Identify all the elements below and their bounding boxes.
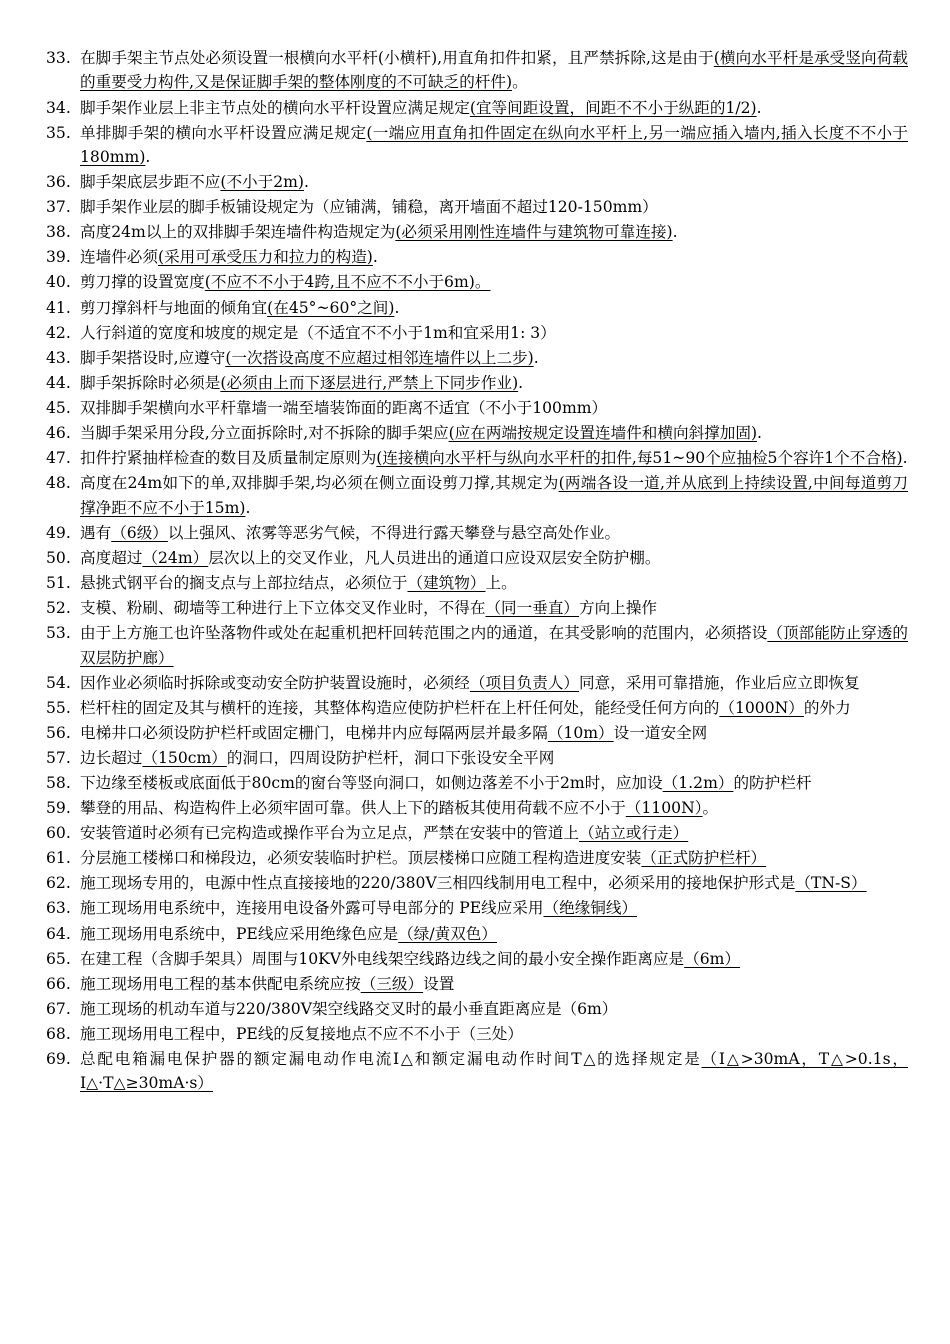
answer-text: （24m） bbox=[142, 548, 209, 567]
question-stem: 当脚手架采用分段,分立面拆除时,对不拆除的脚手架应 bbox=[80, 424, 449, 443]
answer-text: （10m） bbox=[547, 723, 614, 742]
question-text bbox=[80, 195, 908, 219]
answer-text: （I△>30mA，T△>0.1s，I△·T△≥30mA·s） bbox=[80, 1050, 908, 1093]
question-stem: 攀登的用品、构造构件上必须牢固可靠。供人上下的踏板其使用荷载不应不小于 bbox=[80, 799, 626, 818]
question-item bbox=[46, 896, 908, 920]
question-stem: 施工现场专用的，电源中性点直接接地的220/380V三相四线制用电工程中，必须采用的接地保护形式是 bbox=[80, 874, 796, 893]
question-item bbox=[46, 296, 908, 320]
question-item bbox=[46, 46, 908, 95]
question-item bbox=[46, 621, 908, 670]
question-number: 34. bbox=[46, 98, 71, 117]
question-item bbox=[46, 220, 908, 244]
question-number: 69. bbox=[46, 1050, 71, 1068]
question-number: 39. bbox=[46, 248, 71, 267]
question-item bbox=[46, 596, 908, 620]
question-stem: 施工现场用电系统中，连接用电设备外露可导电部分的 PE线应采用 bbox=[80, 899, 544, 918]
question-text bbox=[80, 396, 908, 420]
question-item bbox=[46, 245, 908, 269]
question-text bbox=[80, 571, 908, 595]
answer-text: (连接横向水平杆与纵向水平杆的扣件,每51~90个应抽检5个容许1个不合格) bbox=[376, 449, 903, 468]
question-stem: 高度24m以上的双排脚手架连墙件构造规定为 bbox=[80, 223, 396, 242]
answer-text: （1.2m） bbox=[662, 773, 734, 792]
question-item bbox=[46, 671, 908, 695]
answer-text: （绝缘铜线） bbox=[543, 899, 638, 918]
answer-text: （同一垂直） bbox=[485, 599, 580, 617]
question-tail: 的洞口，四周设防护栏杆，洞口下张设安全平网 bbox=[226, 748, 555, 767]
question-text bbox=[80, 972, 908, 996]
question-text bbox=[80, 1047, 908, 1096]
question-number: 41. bbox=[46, 298, 71, 317]
answer-text: (必须由上而下逐层进行,严禁上下同步作业) bbox=[220, 373, 519, 392]
question-number: 56. bbox=[46, 723, 71, 742]
question-tail: 的外力 bbox=[803, 698, 851, 717]
question-number: 33. bbox=[46, 49, 71, 67]
question-tail: . bbox=[372, 248, 378, 267]
question-text bbox=[80, 245, 908, 269]
question-stem: 悬挑式钢平台的搁支点与上部拉结点，必须位于 bbox=[80, 573, 408, 592]
answer-text: （6级） bbox=[111, 523, 168, 542]
question-number: 44. bbox=[46, 373, 71, 392]
answer-text: (采用可承受压力和拉力的构造) bbox=[157, 248, 373, 267]
question-number: 58. bbox=[46, 773, 71, 792]
question-text bbox=[80, 220, 908, 244]
question-stem: 人行斜道的宽度和坡度的规定是（不适宜不不小于1m和宜采用1: 3） bbox=[80, 323, 556, 342]
question-tail: 同意，采用可靠措施，作业后应立即恢复 bbox=[579, 673, 860, 692]
answer-text: （1000N） bbox=[719, 698, 804, 717]
question-text bbox=[80, 771, 908, 795]
question-stem: 双排脚手架横向水平杆靠墙一端至墙装饰面的距离不适宜（不小于100mm） bbox=[80, 398, 608, 417]
question-number: 61. bbox=[46, 849, 71, 868]
question-number: 35. bbox=[46, 123, 71, 142]
document-body bbox=[46, 46, 908, 1097]
question-number: 38. bbox=[46, 223, 71, 242]
question-number: 53. bbox=[46, 624, 71, 643]
question-stem: 分层施工楼梯口和梯段边，必须安装临时护栏。顶层楼梯口应随工程构造进度安装 bbox=[80, 849, 642, 868]
question-tail: 方向上操作 bbox=[579, 599, 658, 617]
question-text bbox=[80, 746, 908, 770]
question-item bbox=[46, 421, 908, 445]
question-stem: 连墙件必须 bbox=[80, 248, 158, 267]
question-text bbox=[80, 170, 908, 194]
answer-text: （顶部能防止穿透的双层防护廊） bbox=[80, 624, 908, 667]
question-stem: 脚手架搭设时,应遵守 bbox=[80, 348, 226, 367]
question-text bbox=[80, 896, 908, 920]
answer-text: (应在两端按规定设置连墙件和横向斜撑加固) bbox=[448, 424, 758, 443]
question-stem: 脚手架作业层上非主节点处的横向水平杆设置应满足规定 bbox=[80, 98, 470, 117]
question-stem: 边长超过 bbox=[80, 748, 143, 767]
question-tail: . bbox=[145, 148, 151, 166]
question-stem: 单排脚手架的横向水平杆设置应满足规定 bbox=[80, 123, 367, 142]
question-stem: 安装管道时必须有已完构造或操作平台为立足点，严禁在安装中的管道上 bbox=[80, 824, 580, 843]
question-tail: . bbox=[245, 498, 251, 517]
question-text bbox=[80, 296, 908, 320]
question-text bbox=[80, 346, 908, 370]
answer-text: (一次搭设高度不应超过相邻连墙件以上二步) bbox=[225, 348, 534, 367]
question-item bbox=[46, 96, 908, 120]
question-number: 43. bbox=[46, 348, 71, 367]
question-item bbox=[46, 571, 908, 595]
question-stem: 遇有 bbox=[80, 523, 112, 542]
question-number: 63. bbox=[46, 899, 71, 918]
question-stem: 施工现场用电工程中，PE线的反复接地点不应不不小于（三处） bbox=[80, 1024, 523, 1043]
question-number: 60. bbox=[46, 824, 71, 843]
question-text bbox=[80, 922, 908, 946]
question-text bbox=[80, 821, 908, 845]
question-item bbox=[46, 846, 908, 870]
question-text bbox=[80, 721, 908, 745]
question-number: 51. bbox=[46, 573, 71, 592]
question-item bbox=[46, 170, 908, 194]
question-item bbox=[46, 997, 908, 1021]
answer-text: （建筑物） bbox=[407, 573, 486, 592]
question-tail: 。 bbox=[512, 73, 528, 92]
question-number: 48. bbox=[46, 474, 71, 493]
question-item bbox=[46, 446, 908, 470]
question-stem: 高度在24m如下的单,双排脚手架,均必须在侧立面设剪刀撑,其规定为 bbox=[80, 474, 559, 493]
question-tail: . bbox=[756, 98, 762, 117]
question-number: 59. bbox=[46, 799, 71, 818]
answer-text: (宜等间距设置，间距不不小于纵距的1/2) bbox=[469, 98, 757, 117]
question-text bbox=[80, 997, 908, 1021]
question-item bbox=[46, 871, 908, 895]
question-text bbox=[80, 596, 908, 620]
question-stem: 剪刀撑斜杆与地面的倾角宜 bbox=[80, 298, 268, 317]
answer-text: (不小于2m) bbox=[220, 173, 305, 192]
question-number: 64. bbox=[46, 924, 71, 943]
question-text bbox=[80, 671, 908, 695]
answer-text: （150cm） bbox=[142, 748, 227, 767]
answer-text: (两端各设一道,并从底到上持续设置,中间每道剪刀撑净距不应不小于15m) bbox=[80, 474, 909, 517]
question-tail: 以上强风、浓雾等恶劣气候，不得进行露天攀登与悬空高处作业。 bbox=[167, 523, 621, 542]
question-item bbox=[46, 371, 908, 395]
question-tail: 上。 bbox=[485, 573, 517, 592]
question-text bbox=[80, 696, 908, 720]
question-stem: 剪刀撑的设置宽度 bbox=[80, 273, 205, 292]
answer-text: （站立或行走） bbox=[579, 824, 689, 843]
answer-text: (必须采用刚性连墙件与建筑物可靠连接) bbox=[395, 223, 673, 242]
question-text bbox=[80, 371, 908, 395]
question-item bbox=[46, 121, 908, 170]
question-item bbox=[46, 1022, 908, 1046]
question-item bbox=[46, 521, 908, 545]
question-number: 57. bbox=[46, 748, 71, 767]
question-text bbox=[80, 546, 908, 570]
question-item bbox=[46, 821, 908, 845]
answer-text: (在45°~60°之间) bbox=[267, 298, 395, 317]
question-number: 67. bbox=[46, 999, 71, 1018]
question-stem: 因作业必须临时拆除或变动安全防护装置设施时，必须经 bbox=[80, 673, 470, 692]
question-item bbox=[46, 972, 908, 996]
question-item bbox=[46, 270, 908, 294]
question-text bbox=[80, 796, 908, 820]
question-text bbox=[80, 46, 908, 95]
question-number: 52. bbox=[46, 599, 71, 617]
question-item bbox=[46, 696, 908, 720]
question-number: 42. bbox=[46, 323, 71, 342]
question-number: 47. bbox=[46, 449, 71, 468]
question-text bbox=[80, 421, 908, 445]
question-tail: . bbox=[304, 173, 309, 192]
question-stem: 脚手架拆除时必须是 bbox=[80, 373, 221, 392]
answer-text: （TN-S） bbox=[795, 874, 867, 893]
question-tail: . bbox=[902, 449, 908, 468]
question-item bbox=[46, 771, 908, 795]
question-stem: 施工现场用电工程的基本供配电系统应按 bbox=[80, 974, 361, 993]
question-stem: 支模、粉刷、砌墙等工种进行上下立体交叉作业时，不得在 bbox=[80, 599, 486, 617]
question-item bbox=[46, 346, 908, 370]
question-stem: 栏杆柱的固定及其与横杆的连接，其整体构造应使防护栏杆在上杆任何处，能经受任何方向的 bbox=[80, 698, 720, 717]
question-text bbox=[80, 121, 908, 170]
answer-text: (横向水平杆是承受竖向荷载的重要受力构件,又是保证脚手架的整体刚度的不可缺乏的杆件) bbox=[80, 49, 908, 92]
question-number: 36. bbox=[46, 173, 71, 192]
answer-text: (一端应用直角扣件固定在纵向水平杆上,另一端应插入墙内,插入长度不不小于180mm) bbox=[80, 123, 908, 166]
question-item bbox=[46, 1047, 908, 1096]
question-tail: 设置 bbox=[423, 974, 455, 993]
question-stem: 由于上方施工也许坠落物件或处在起重机把杆回转范围之内的通道，在其受影响的范围内，必须搭设 bbox=[80, 624, 768, 643]
question-item bbox=[46, 746, 908, 770]
question-stem: 脚手架作业层的脚手板铺设规定为（应铺满，铺稳，离开墙面不超过120-150mm） bbox=[80, 198, 658, 217]
question-text bbox=[80, 947, 908, 971]
question-number: 50. bbox=[46, 548, 71, 567]
question-number: 65. bbox=[46, 949, 71, 968]
question-text bbox=[80, 1022, 908, 1046]
question-tail: . bbox=[518, 373, 524, 392]
question-number: 54. bbox=[46, 673, 71, 692]
question-text bbox=[80, 621, 908, 670]
question-tail: 的防护栏杆 bbox=[733, 773, 812, 792]
question-tail: . bbox=[757, 424, 762, 443]
question-stem: 总配电箱漏电保护器的额定漏电动作电流I△和额定漏电动作时间T△的选择规定是 bbox=[80, 1050, 702, 1068]
question-tail: . bbox=[533, 348, 539, 367]
question-stem: 在建工程（含脚手架具）周围与10KV外电线架空线路边线之间的最小安全操作距离应是 bbox=[80, 949, 685, 968]
question-text bbox=[80, 471, 908, 520]
question-item bbox=[46, 796, 908, 820]
question-stem: 扣件拧紧抽样检查的数目及质量制定原则为 bbox=[80, 449, 377, 468]
question-number: 37. bbox=[46, 198, 71, 217]
question-text bbox=[80, 270, 908, 294]
question-item bbox=[46, 321, 908, 345]
question-tail: 设一道安全网 bbox=[613, 723, 708, 742]
question-number: 66. bbox=[46, 974, 71, 993]
question-number: 49. bbox=[46, 523, 71, 542]
question-number: 55. bbox=[46, 698, 71, 717]
question-number: 40. bbox=[46, 273, 71, 292]
question-number: 46. bbox=[46, 424, 71, 443]
question-stem: 下边缘至楼板或底面低于80cm的窗台等竖向洞口，如侧边落差不小于2m时，应加设 bbox=[80, 773, 663, 792]
question-number: 68. bbox=[46, 1024, 71, 1043]
question-item bbox=[46, 195, 908, 219]
question-item bbox=[46, 471, 908, 520]
answer-text: （项目负责人） bbox=[469, 673, 580, 692]
question-tail: 。 bbox=[702, 799, 719, 818]
question-number: 45. bbox=[46, 398, 71, 417]
question-stem: 电梯井口必须设防护栏杆或固定栅门，电梯井内应每隔两层并最多隔 bbox=[80, 723, 548, 742]
answer-text: （三级） bbox=[360, 974, 424, 993]
question-item bbox=[46, 922, 908, 946]
question-text bbox=[80, 321, 908, 345]
question-stem: 高度超过 bbox=[80, 548, 143, 567]
question-item bbox=[46, 721, 908, 745]
question-stem: 在脚手架主节点处必须设置一根横向水平杆(小横杆),用直角扣件扣紧，且严禁拆除,这是由于 bbox=[80, 49, 714, 67]
question-number: 62. bbox=[46, 874, 71, 893]
question-stem: 脚手架底层步距不应 bbox=[80, 173, 221, 192]
question-stem: 施工现场的机动车道与220/380V架空线路交叉时的最小垂直距离应是（6m） bbox=[80, 999, 618, 1018]
answer-text: （正式防护栏杆） bbox=[641, 849, 767, 868]
answer-text: （1100N） bbox=[625, 799, 703, 818]
question-item bbox=[46, 947, 908, 971]
question-item bbox=[46, 546, 908, 570]
question-text bbox=[80, 446, 908, 470]
answer-text: （绿/黄双色） bbox=[398, 924, 497, 943]
question-stem: 施工现场用电系统中，PE线应采用绝缘色应是 bbox=[80, 924, 399, 943]
question-text bbox=[80, 871, 908, 895]
question-text bbox=[80, 96, 908, 120]
question-tail: . bbox=[394, 298, 400, 317]
question-tail: 层次以上的交叉作业，凡人员进出的通道口应设双层安全防护棚。 bbox=[208, 548, 661, 567]
answer-text: (不应不不小于4跨,且不应不不小于6m)。 bbox=[204, 273, 491, 292]
answer-text: （6m） bbox=[684, 949, 741, 968]
question-item bbox=[46, 396, 908, 420]
question-text bbox=[80, 521, 908, 545]
question-text bbox=[80, 846, 908, 870]
question-tail: . bbox=[672, 223, 678, 242]
